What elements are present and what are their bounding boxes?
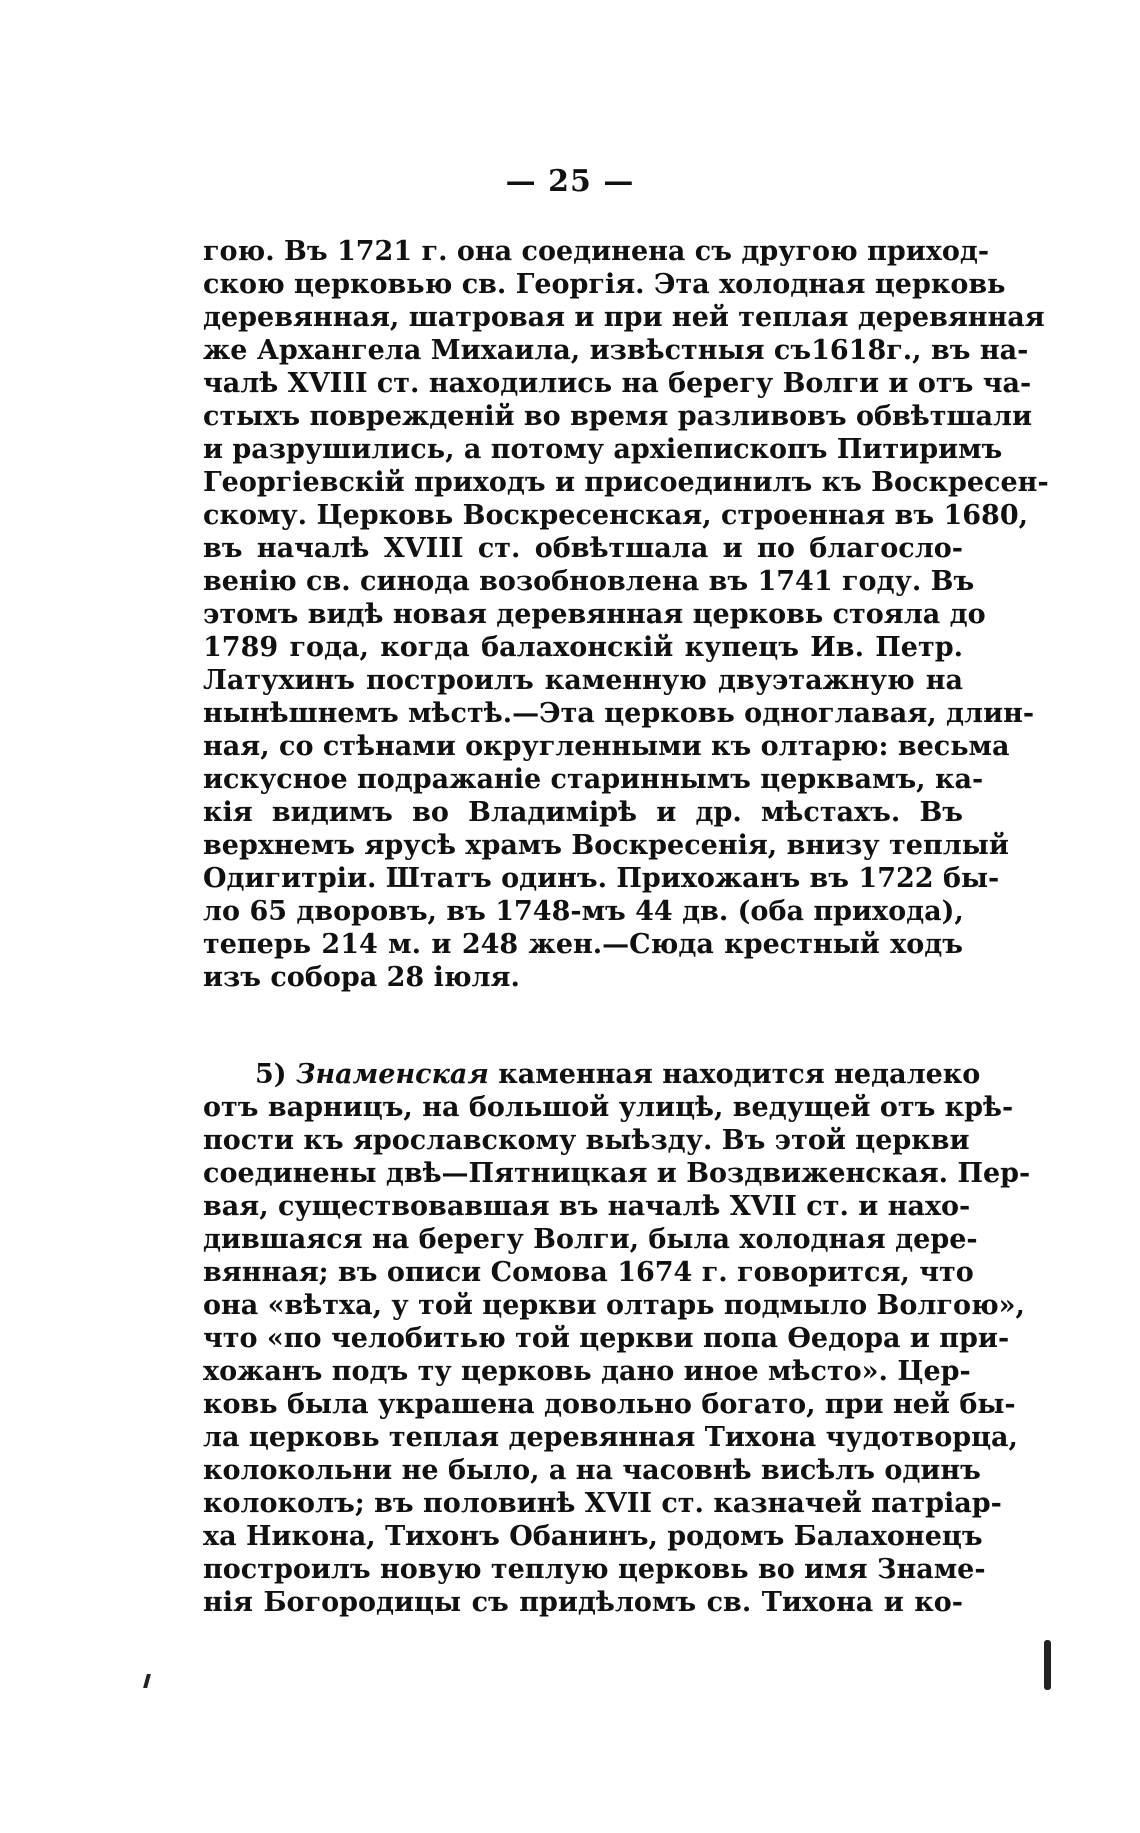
text-line: хожанъ подъ ту церковь дано иное мѣсто». Цер- — [203, 1356, 971, 1387]
text-line: изъ собора 28 іюля. — [203, 962, 520, 993]
page-number-dash-left: — — [505, 164, 537, 199]
item-number: 5) — [255, 1059, 287, 1090]
text-line: въ началѣ XVIII ст. обвѣтшала и по благосло- — [203, 533, 963, 564]
page-number: 25 — [548, 164, 592, 199]
ink-mark — [1044, 1640, 1051, 1690]
text-line: пости къ ярославскому выѣзду. Въ этой церкви — [203, 1125, 970, 1156]
text-line: скому. Церковь Воскресенская, строенная въ 1680, — [203, 500, 1029, 531]
text-line: Одигитріи. Штатъ одинъ. Прихожанъ въ 1722 бы- — [203, 863, 1000, 894]
text-line: Георгіевскій приходъ и присоединилъ къ Воскресен- — [203, 467, 1049, 498]
text-line: ла церковь теплая деревянная Тихона чудотворца, — [203, 1422, 1018, 1453]
page-number-dash-right: — — [603, 164, 635, 199]
text-line: кія видимъ во Владимірѣ и др. мѣстахъ. Въ — [203, 797, 963, 828]
text-line: вянная; въ описи Сомова 1674 г. говорится, что — [203, 1257, 974, 1288]
text-line: колокольни не было, а на часовнѣ висѣлъ одинъ — [203, 1455, 981, 1486]
text-line: дившаяся на берегу Волги, была холодная дере- — [203, 1224, 978, 1255]
text-line: стыхъ поврежденій во время разливовъ обвѣтшали — [203, 401, 1033, 432]
text-line: гою. Въ 1721 г. она соединена съ другою приход- — [203, 236, 990, 267]
text-line: теперь 214 м. и 248 жен.—Сюда крестный ходъ — [203, 929, 963, 960]
ink-speck — [143, 1674, 151, 1688]
text-line: этомъ видѣ новая деревянная церковь стояла до — [203, 599, 986, 630]
text-line: 1789 года, когда балахонскій купецъ Ив. Петр. — [203, 632, 963, 663]
text-line: Латухинъ построилъ каменную двуэтажную на — [203, 665, 963, 696]
paragraph-first-line — [203, 1058, 981, 1091]
text-line: же Архангела Михаила, извѣстныя съ1618г., въ на- — [203, 335, 1029, 366]
text-line: ная, со стѣнами округленными къ олтарю: весьма — [203, 731, 1010, 762]
church-title: Знаменская — [295, 1059, 489, 1090]
text-line: нія Богородицы съ придѣломъ св. Тихона и ко- — [203, 1587, 963, 1618]
text-line: колоколъ; въ половинѣ XVII ст. казначей патріар- — [203, 1488, 1002, 1519]
text-line: венію св. синода возобновлена въ 1741 году. Въ — [203, 566, 975, 597]
text-line: нынѣшнемъ мѣстѣ.—Эта церковь одноглавая, длин- — [203, 698, 1035, 729]
text-line: ковь была украшена довольно богато, при ней бы- — [203, 1389, 1016, 1420]
text-line: деревянная, шатровая и при ней теплая деревянная — [203, 302, 1045, 333]
text-line: каменная находится недалеко — [498, 1059, 981, 1090]
text-line: скою церковью св. Георгія. Эта холодная церковь — [203, 269, 1006, 300]
text-line: построилъ новую теплую церковь во имя Знаме- — [203, 1554, 986, 1585]
text-line: что «по челобитью той церкви попа Өедора и при- — [203, 1323, 1010, 1354]
paragraph-znamenskaya — [203, 1058, 1031, 1619]
text-line: искусное подражаніе стариннымъ церквамъ, ка- — [203, 764, 984, 795]
text-line: и разрушились, а потому архіепископъ Питиримъ — [203, 434, 1003, 465]
text-line: чалѣ XVIII ст. находились на берегу Волги и отъ ча- — [203, 368, 1032, 399]
page-number-header — [0, 164, 1140, 199]
text-line: она «вѣтха, у той церкви олтарь подмыло Волгою», — [203, 1290, 1025, 1321]
text-line: отъ варницъ, на большой улицѣ, ведущей отъ крѣ- — [203, 1092, 1014, 1123]
paragraph-continued — [203, 235, 1049, 994]
text-line: ло 65 дворовъ, въ 1748-мъ 44 дв. (оба прихода), — [203, 896, 964, 927]
text-line: вая, существовавшая въ началѣ XVII ст. и нахо- — [203, 1191, 971, 1222]
text-line: верхнемъ ярусѣ храмъ Воскресенія, внизу теплый — [203, 830, 1009, 861]
text-line: ха Никона, Тихонъ Обанинъ, родомъ Балахонецъ — [203, 1521, 983, 1552]
text-line: соединены двѣ—Пятницкая и Воздвиженская. Пер- — [203, 1158, 1031, 1189]
